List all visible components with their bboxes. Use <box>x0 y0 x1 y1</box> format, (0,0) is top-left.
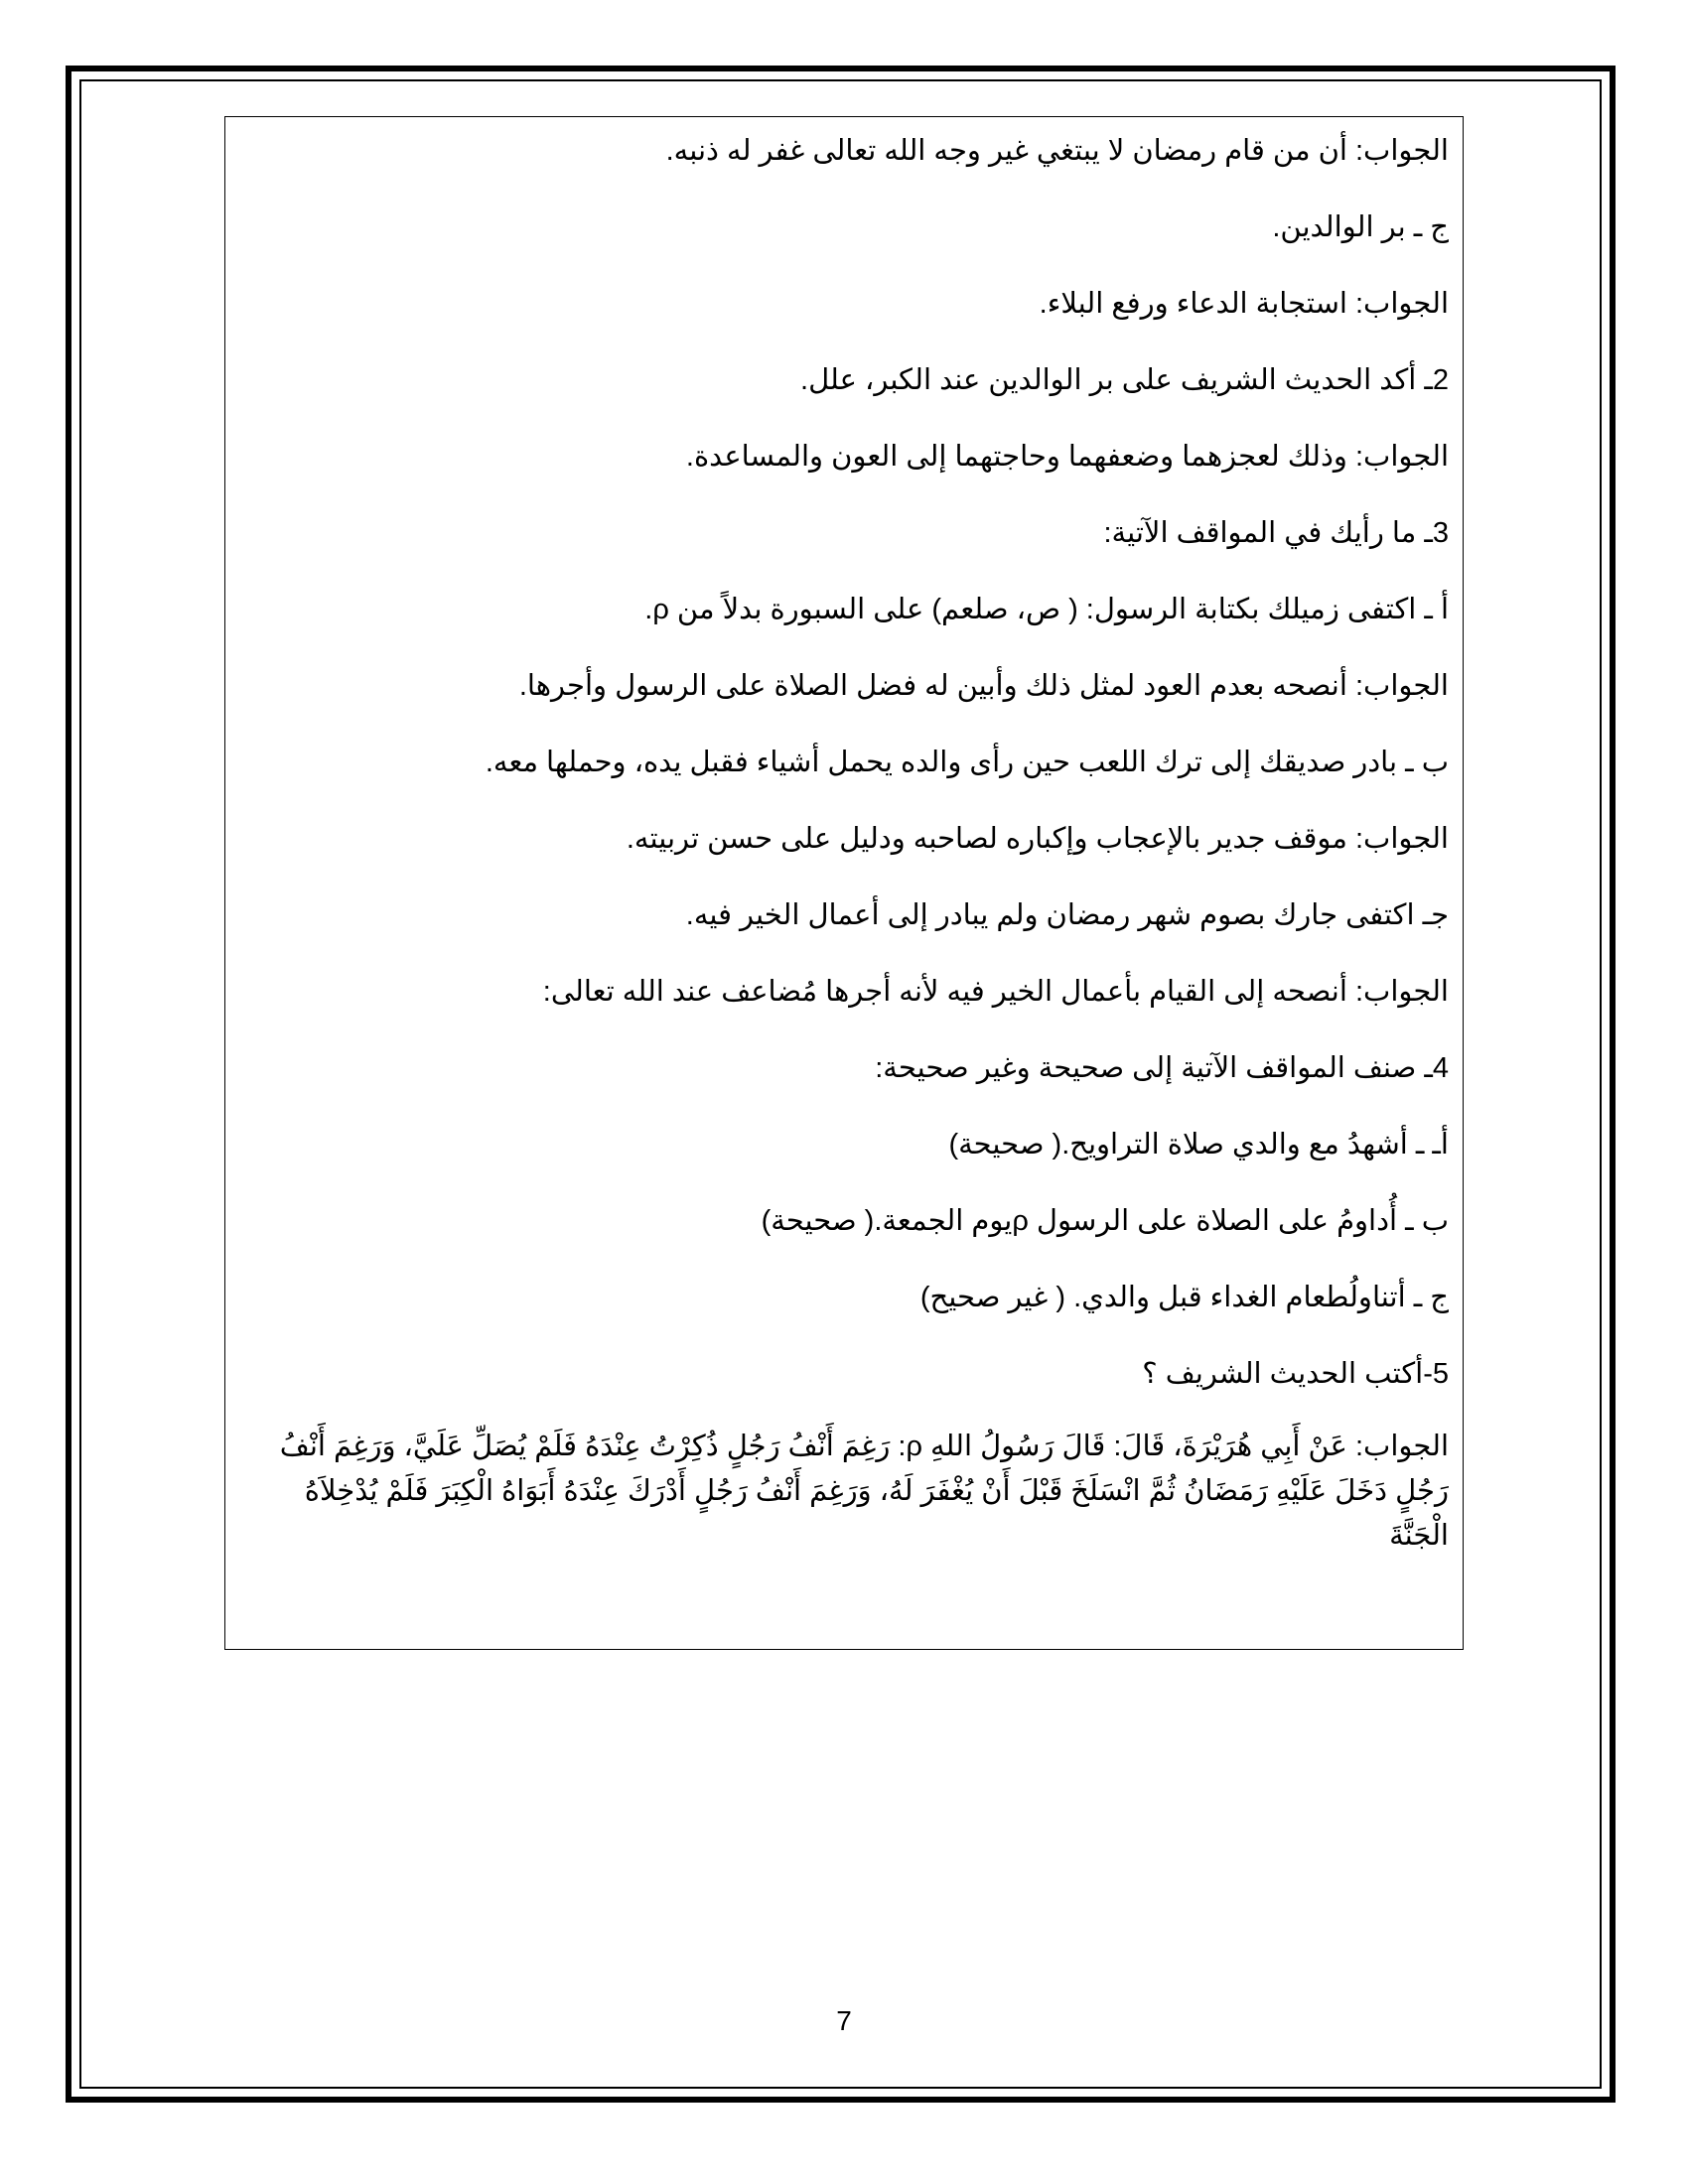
item-line: ب ـ بادر صديقك إلى ترك اللعب حين رأى والده يحمل أشياء فقبل يده، وحملها معه. <box>485 747 1449 778</box>
answer-line: الجواب: استجابة الدعاء ورفع البلاء. <box>1039 288 1449 320</box>
item-line: أ ـ اكتفى زميلك بكتابة الرسول: ( ص، صلعم) على السبورة بدلاً من ρ. <box>644 594 1449 625</box>
answer-line: الجواب: وذلك لعجزهما وضعفهما وحاجتهما إلى العون والمساعدة. <box>685 441 1449 473</box>
content-box <box>224 116 1464 1650</box>
question-line: 5-أكتب الحديث الشريف ؟ <box>1142 1358 1449 1390</box>
item-line: ب ـ أُداومُ على الصلاة على الرسول ρيوم الجمعة.( صحيحة) <box>761 1205 1449 1237</box>
item-line: أـ ـ أشهدُ مع والدي صلاة التراويح.( صحيحة) <box>948 1129 1449 1160</box>
answer-line: الجواب: أنصحه بعدم العود لمثل ذلك وأبين له فضل الصلاة على الرسول وأجرها. <box>518 670 1449 702</box>
answer-line: الجواب: أنصحه إلى القيام بأعمال الخير فيه لأنه أجرها مُضاعف عند الله تعالى: <box>542 976 1449 1008</box>
text-lines <box>237 121 1449 1559</box>
item-line: ج ـ بر الوالدين. <box>1272 211 1449 243</box>
answer-line: الجواب: موقف جدير بالإعجاب وإكباره لصاحبه ودليل على حسن تربيته. <box>626 823 1449 855</box>
item-line: ج ـ أتناولُطعام الغداء قبل والدي. ( غير صحيح) <box>919 1282 1449 1313</box>
question-line: 3ـ ما رأيك في المواقف الآتية: <box>1103 517 1449 549</box>
answer-line: الجواب: أن من قام رمضان لا يبتغي غير وجه الله تعالى غفر له ذنبه. <box>665 135 1449 167</box>
item-line: جـ اكتفى جارك بصوم شهر رمضان ولم يبادر إلى أعمال الخير فيه. <box>685 899 1449 931</box>
question-line: 2ـ أكد الحديث الشريف على بر الوالدين عند الكبر، علل. <box>800 364 1449 396</box>
hadith-answer: الجواب: عَنْ أَبِي هُرَيْرَةَ، قَالَ: قَالَ رَسُولُ اللهِ ρ: رَغِمَ أَنْفُ رَجُلٍ ذُكِرْتُ عِنْدَهُ فَلَمْ يُصَلِّ عَلَيَّ، وَرَغِمَ أَنْفُ رَجُلٍ دَخَلَ عَلَيْهِ رَمَضَانُ ثُمَّ انْسَلَخَ قَبْلَ أَنْ يُغْفَرَ لَهُ، وَرَغِمَ أَنْفُ رَجُلٍ أَدْرَكَ عِنْدَهُ أَبَوَاهُ الْكِبَرَ فَلَمْ يُدْخِلاَهُ الْجَنَّةَ <box>279 1431 1449 1552</box>
page-number: 7 <box>836 2005 852 2036</box>
question-line: 4ـ صنف المواقف الآتية إلى صحيحة وغير صحيحة: <box>875 1052 1449 1084</box>
